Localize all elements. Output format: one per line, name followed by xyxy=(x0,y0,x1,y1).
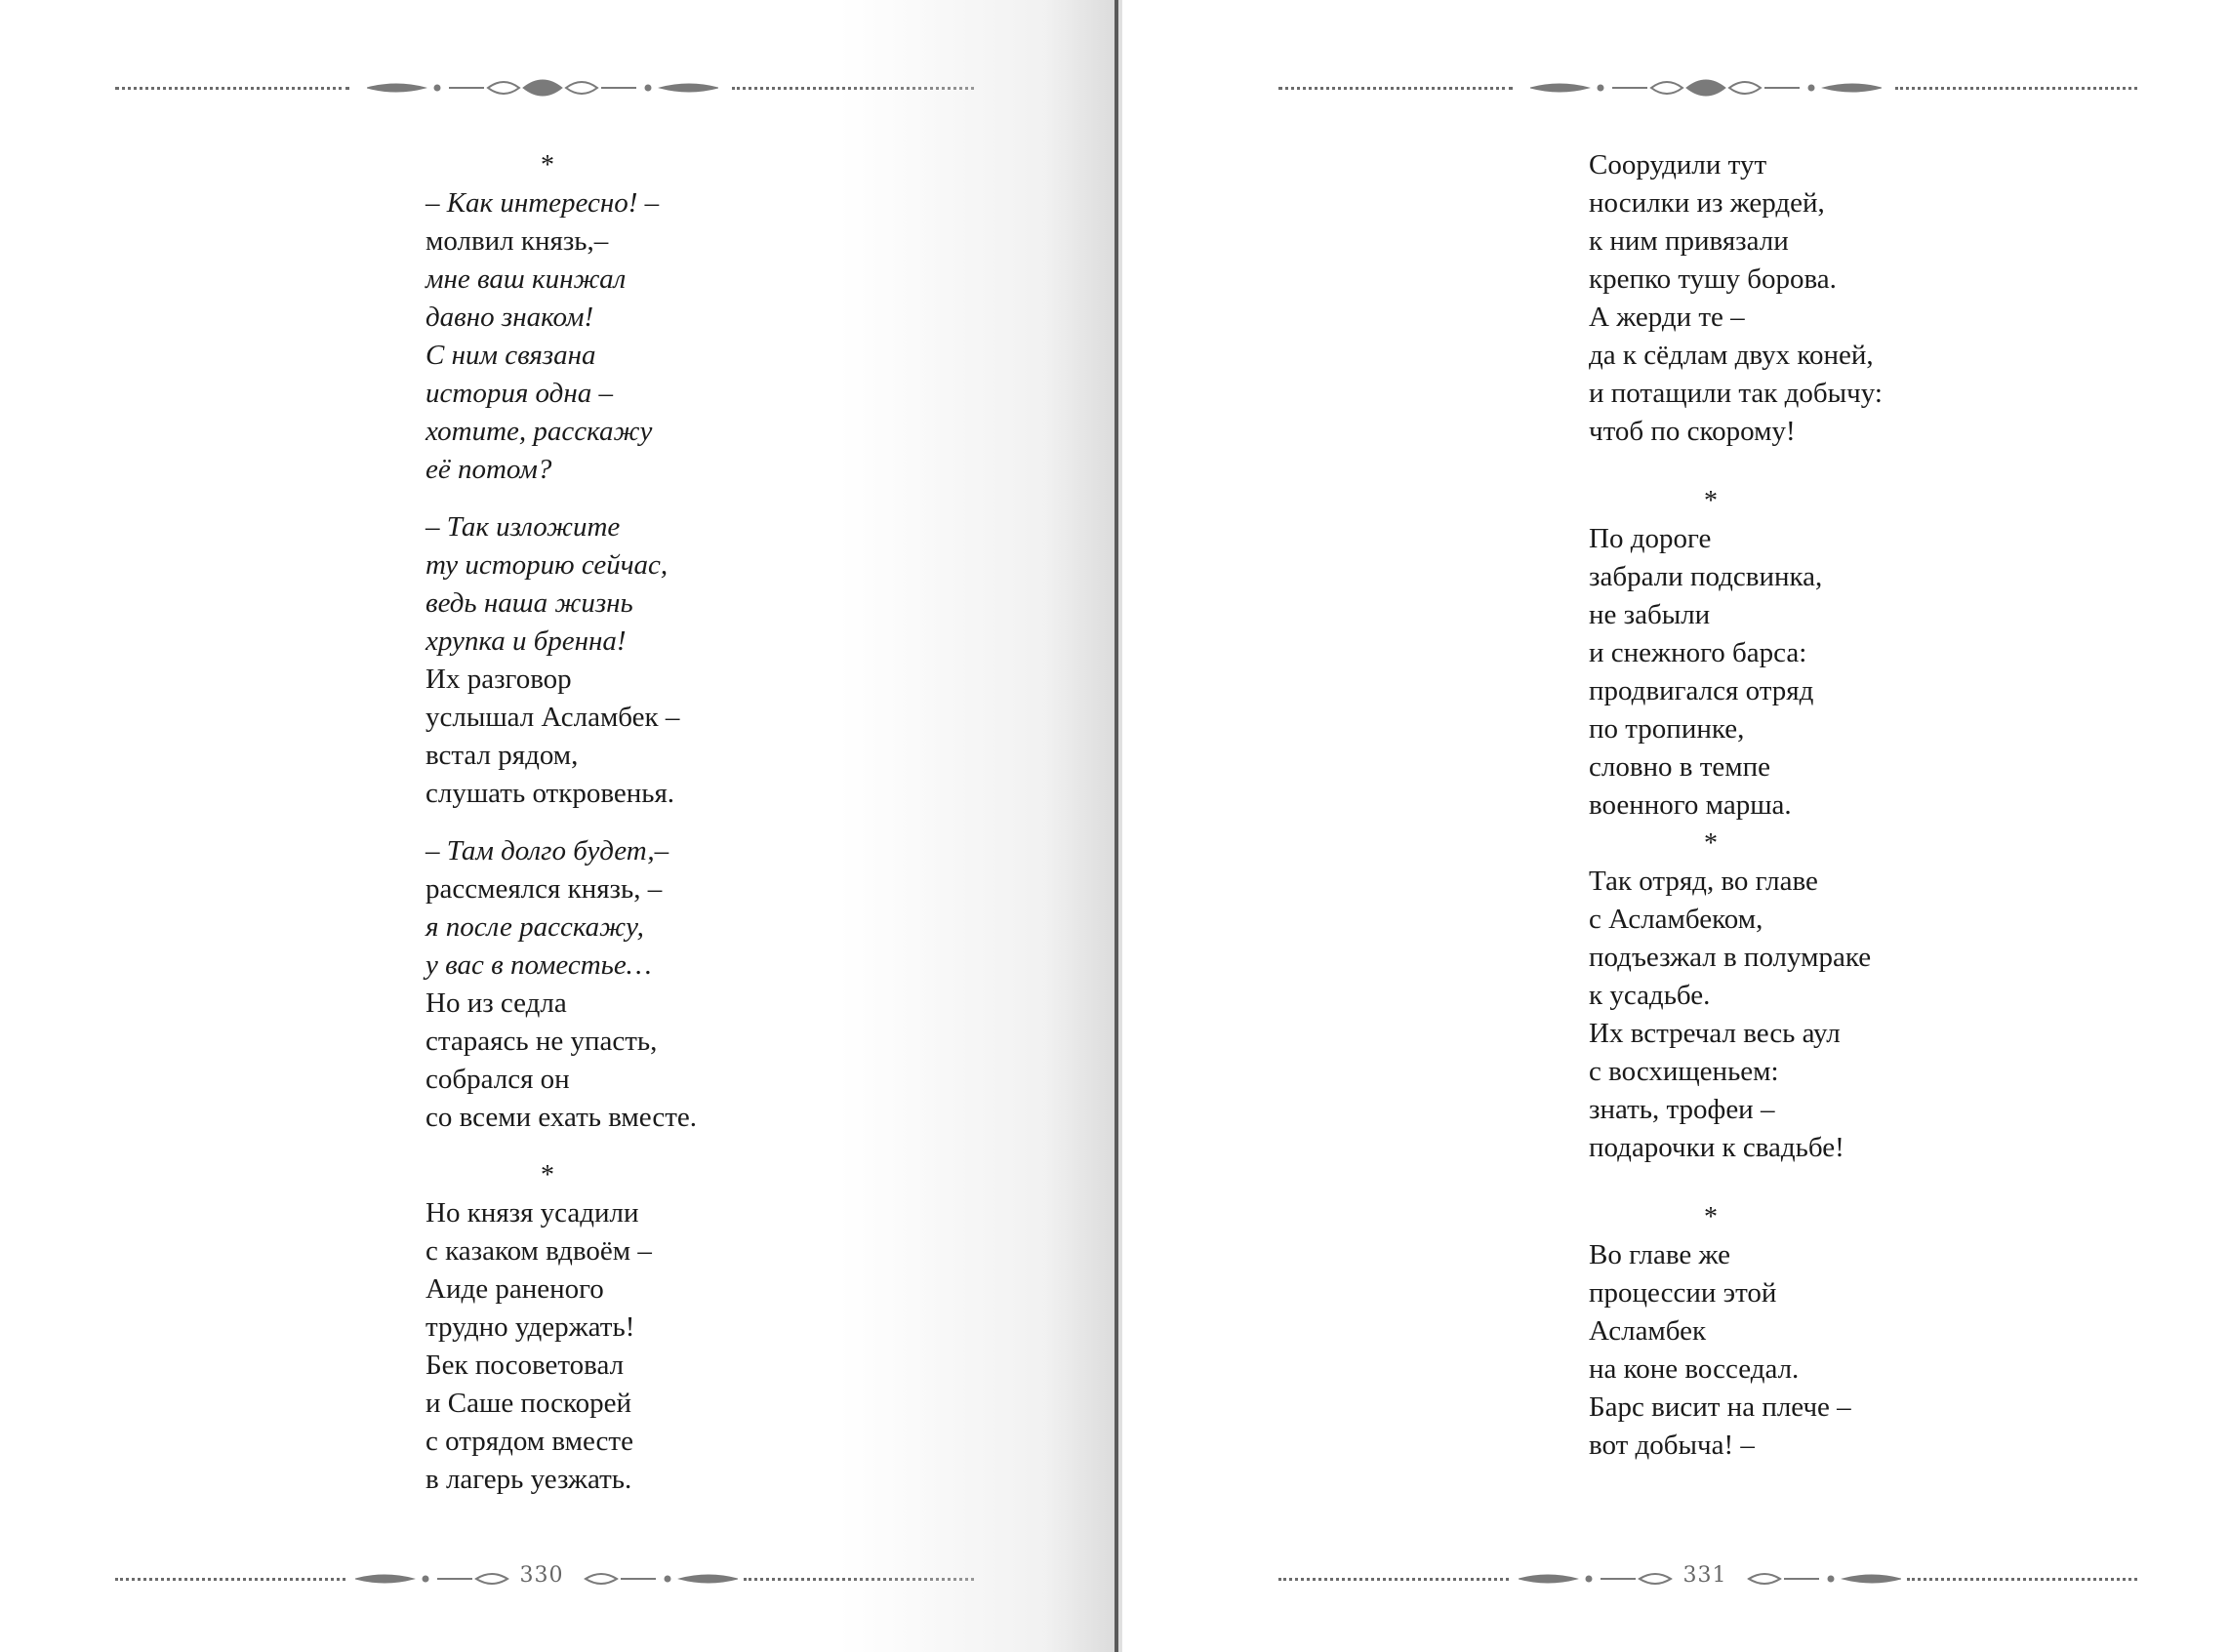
verse-line: Барс висит на плече – xyxy=(1589,1391,1851,1423)
verse-line: и Саше поскорей xyxy=(426,1388,632,1419)
verse-line: Их разговор xyxy=(426,664,572,695)
verse-line: встал рядом, xyxy=(426,740,579,771)
verse-line: не забыли xyxy=(1589,599,1711,630)
right-poem-text xyxy=(1589,146,1883,1465)
verse-line: у вас в поместье… xyxy=(426,949,652,981)
verse-line: стараясь не упасть, xyxy=(426,1026,658,1057)
flourish-ornament-icon xyxy=(1530,68,1882,107)
header-dotted-rule-right xyxy=(732,87,974,90)
verse-line: мне ваш кинжал xyxy=(426,263,627,295)
verse-line: процессии этой xyxy=(1589,1277,1777,1309)
left-poem-text xyxy=(426,146,697,1499)
verse-line: и потащили так добычу: xyxy=(1589,378,1883,409)
verse-line: Их встречал весь аул xyxy=(1589,1018,1841,1049)
right-page xyxy=(1122,0,2229,1652)
stanza-gap xyxy=(426,1137,697,1156)
verse-line: с отрядом вместе xyxy=(426,1426,633,1457)
verse-line: Во главе же xyxy=(1589,1239,1731,1270)
verse-line: хрупка и бренна! xyxy=(426,625,627,657)
verse-line: словно в темпе xyxy=(1589,751,1771,783)
verse-line: знать, трофеи – xyxy=(1589,1094,1775,1125)
verse-line: военного марша. xyxy=(1589,789,1792,821)
stanza-divider-asterisk: * xyxy=(1704,828,1718,859)
flourish-ornament-icon xyxy=(367,68,718,107)
verse-line: – Так изложите xyxy=(426,511,621,543)
verse-line: – Как интересно! – xyxy=(426,187,660,219)
left-header-ornament xyxy=(115,68,974,107)
left-page xyxy=(0,0,1114,1652)
flourish-ornament-icon xyxy=(1745,1559,1901,1598)
verse-line: давно знаком! xyxy=(426,302,594,333)
verse-line: забрали подсвинка, xyxy=(1589,561,1823,592)
footer-dotted-rule-right xyxy=(1907,1578,2137,1581)
verse-line: ведь наша жизнь xyxy=(426,587,633,619)
stanza-gap xyxy=(426,489,697,508)
verse-line: к усадьбе. xyxy=(1589,980,1711,1011)
verse-line: молвил князь,– xyxy=(426,225,609,257)
verse-line: с казаком вдвоём – xyxy=(426,1235,652,1267)
verse-line: Но князя усадили xyxy=(426,1197,639,1229)
verse-line: А жерди те – xyxy=(1589,302,1745,333)
flourish-ornament-icon xyxy=(582,1559,738,1598)
stanza-divider-asterisk: * xyxy=(1704,486,1718,516)
flourish-ornament-icon xyxy=(355,1559,511,1598)
verse-line: По дороге xyxy=(1589,523,1712,554)
verse-line: крепко тушу борова. xyxy=(1589,263,1837,295)
verse-line: продвигался отряд xyxy=(1589,675,1814,706)
right-header-ornament xyxy=(1278,68,2137,107)
verse-line: Бек посоветовал xyxy=(426,1350,625,1381)
verse-line: чтоб по скорому! xyxy=(1589,416,1796,447)
verse-line: Но из седла xyxy=(426,987,567,1019)
footer-dotted-rule-right xyxy=(744,1578,974,1581)
verse-line: её потом? xyxy=(426,454,552,485)
verse-line: со всеми ехать вместе. xyxy=(426,1102,698,1133)
verse-line: с Асламбеком, xyxy=(1589,904,1763,935)
verse-line: Так отряд, во главе xyxy=(1589,866,1818,897)
verse-line: да к сёдлам двух коней, xyxy=(1589,340,1874,371)
stanza-divider-asterisk: * xyxy=(541,150,554,181)
stanza-gap xyxy=(426,813,697,832)
verse-line: трудно удержать! xyxy=(426,1311,635,1343)
verse-line: Соорудили тут xyxy=(1589,149,1767,181)
verse-line: подарочки к свадьбе! xyxy=(1589,1132,1844,1163)
verse-line: Асламбек xyxy=(1589,1315,1707,1347)
page-number: 331 xyxy=(1682,1563,1727,1588)
verse-line: история одна – xyxy=(426,378,613,409)
stanza-divider-asterisk: * xyxy=(1704,1202,1718,1232)
verse-line: на коне восседал. xyxy=(1589,1353,1800,1385)
stanza-gap xyxy=(1589,451,1883,482)
verse-line: подъезжал в полумраке xyxy=(1589,942,1872,973)
verse-line: вот добыча! – xyxy=(1589,1430,1755,1461)
footer-dotted-rule-left xyxy=(115,1578,345,1581)
verse-line: собрался он xyxy=(426,1064,570,1095)
stanza-divider-asterisk: * xyxy=(541,1160,554,1190)
verse-line: носилки из жердей, xyxy=(1589,187,1825,219)
verse-line: в лагерь уезжать. xyxy=(426,1464,632,1495)
verse-line: ту историю сейчас, xyxy=(426,549,669,581)
verse-line: к ним привязали xyxy=(1589,225,1789,257)
header-dotted-rule-left xyxy=(1278,87,1513,90)
verse-line: хотите, расскажу xyxy=(426,416,653,447)
left-footer-ornament xyxy=(115,1559,974,1598)
verse-line: с восхищеньем: xyxy=(1589,1056,1779,1087)
header-dotted-rule-right xyxy=(1895,87,2137,90)
page-number: 330 xyxy=(519,1563,564,1588)
verse-line: по тропинке, xyxy=(1589,713,1745,745)
header-dotted-rule-left xyxy=(115,87,349,90)
stanza-gap xyxy=(1589,1167,1883,1198)
right-footer-ornament xyxy=(1278,1559,2137,1598)
verse-line: С ним связана xyxy=(426,340,596,371)
verse-line: – Там долго будет,– xyxy=(426,835,669,866)
verse-line: я после расскажу, xyxy=(426,911,644,943)
verse-line: и снежного барса: xyxy=(1589,637,1807,668)
verse-line: слушать откровенья. xyxy=(426,778,675,809)
book-gutter xyxy=(1114,0,1118,1652)
verse-line: рассмеялся князь, – xyxy=(426,873,663,905)
verse-line: Аиде раненого xyxy=(426,1273,604,1305)
flourish-ornament-icon xyxy=(1519,1559,1675,1598)
footer-dotted-rule-left xyxy=(1278,1578,1509,1581)
verse-line: услышал Асламбек – xyxy=(426,702,680,733)
